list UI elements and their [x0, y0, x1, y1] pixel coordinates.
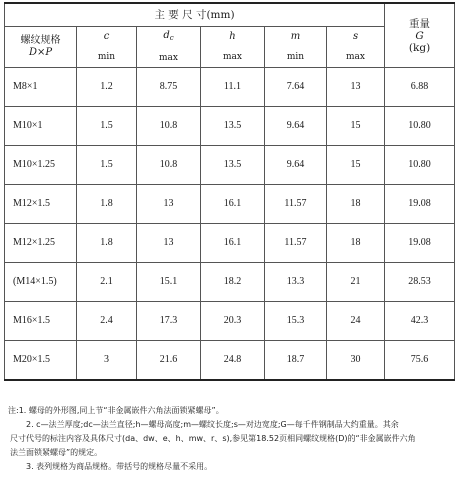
h-cell: 18.2	[201, 263, 265, 302]
m-cell: 18.7	[265, 341, 327, 381]
column-symbol: h	[229, 31, 236, 42]
note-line: 法兰面锁紧螺母”的规定。	[10, 448, 103, 457]
h-cell: 13.5	[201, 107, 265, 146]
column-symbol: m	[290, 31, 301, 42]
weight-cell: 42.3	[385, 302, 455, 341]
column-limit: min	[286, 52, 305, 62]
column-limit: min	[97, 52, 116, 62]
c-cell: 1.2	[77, 68, 137, 107]
spec-cell: M10×1.25	[5, 146, 77, 185]
weight-unit: (kg)	[408, 41, 431, 54]
h-cell: 13.5	[201, 146, 265, 185]
column-header-s	[327, 27, 385, 68]
spec-cell: M12×1.5	[5, 185, 77, 224]
table-row	[5, 263, 455, 302]
dc-cell: 17.3	[137, 302, 201, 341]
spec-symbol: D×P	[28, 47, 53, 58]
column-symbol: c	[103, 31, 110, 42]
weight-cell: 10.80	[385, 107, 455, 146]
column-symbol: s	[352, 31, 359, 42]
column-subscript: c	[169, 34, 174, 42]
spec-cell: M10×1	[5, 107, 77, 146]
column-limit: max	[346, 52, 365, 62]
table-row	[5, 68, 455, 107]
dimensions-table	[4, 2, 455, 381]
m-cell: 9.64	[265, 107, 327, 146]
note-line: 2. c—法兰厚度;dc—法兰直径;h—螺母高度;m—螺纹长度;s—对边宽度;G—每千件钢制品大约重量。其余	[26, 420, 399, 429]
h-cell: 20.3	[201, 302, 265, 341]
c-cell: 2.4	[77, 302, 137, 341]
h-cell: 16.1	[201, 224, 265, 263]
note-line: 尺寸代号的标注内容及具体尺寸(da、dw、e、h、mw、r、s),参见第18.52页相同螺纹规格(D)的“非金属嵌件六角	[10, 434, 416, 443]
dc-cell: 15.1	[137, 263, 201, 302]
c-cell: 1.8	[77, 185, 137, 224]
s-cell: 30	[327, 341, 385, 381]
s-cell: 13	[327, 68, 385, 107]
table-row	[5, 224, 455, 263]
dc-cell: 13	[137, 224, 201, 263]
weight-label: 重量	[409, 17, 431, 30]
note-line: 3. 表列规格为商品规格。带括号的规格尽量不采用。	[26, 462, 213, 471]
column-limit: max	[223, 52, 242, 62]
column-symbol: d	[163, 30, 170, 41]
weight-cell: 6.88	[385, 68, 455, 107]
m-cell: 9.64	[265, 146, 327, 185]
weight-symbol: G	[415, 29, 424, 42]
table-row	[5, 146, 455, 185]
table-notes	[8, 404, 458, 474]
m-cell: 13.3	[265, 263, 327, 302]
spec-cell: M16×1.5	[5, 302, 77, 341]
header-row-group	[5, 3, 455, 27]
table-row	[5, 302, 455, 341]
dc-cell: 13	[137, 185, 201, 224]
weight-cell: 10.80	[385, 146, 455, 185]
dc-cell: 21.6	[137, 341, 201, 381]
weight-cell: 75.6	[385, 341, 455, 381]
weight-cell: 28.53	[385, 263, 455, 302]
m-cell: 7.64	[265, 68, 327, 107]
s-cell: 24	[327, 302, 385, 341]
c-cell: 1.8	[77, 224, 137, 263]
weight-cell: 19.08	[385, 185, 455, 224]
note-line: 注:1. 螺母的外形图,同上节“非金属嵌件六角法面锁紧螺母”。	[8, 406, 224, 415]
c-cell: 3	[77, 341, 137, 381]
spec-cell: M20×1.5	[5, 341, 77, 381]
h-cell: 16.1	[201, 185, 265, 224]
h-cell: 24.8	[201, 341, 265, 381]
s-cell: 15	[327, 107, 385, 146]
s-cell: 18	[327, 185, 385, 224]
c-cell: 1.5	[77, 107, 137, 146]
spec-label: 螺纹规格	[20, 35, 61, 46]
column-header-h	[201, 27, 265, 68]
m-cell: 11.57	[265, 185, 327, 224]
dc-cell: 10.8	[137, 146, 201, 185]
spec-cell: (M14×1.5)	[5, 263, 77, 302]
s-cell: 18	[327, 224, 385, 263]
s-cell: 15	[327, 146, 385, 185]
dc-cell: 8.75	[137, 68, 201, 107]
c-cell: 2.1	[77, 263, 137, 302]
column-header-c	[77, 27, 137, 68]
column-limit: max	[159, 53, 178, 63]
h-cell: 11.1	[201, 68, 265, 107]
dc-cell: 10.8	[137, 107, 201, 146]
weight-cell: 19.08	[385, 224, 455, 263]
column-header-dc	[137, 27, 201, 68]
spec-header	[5, 27, 77, 68]
table-row	[5, 107, 455, 146]
c-cell: 1.5	[77, 146, 137, 185]
s-cell: 21	[327, 263, 385, 302]
table-row	[5, 341, 455, 381]
main-dimensions-header: 主 要 尺 寸(mm)	[5, 3, 385, 27]
m-cell: 15.3	[265, 302, 327, 341]
spec-cell: M12×1.25	[5, 224, 77, 263]
spec-cell: M8×1	[5, 68, 77, 107]
weight-header	[385, 3, 455, 68]
table-row	[5, 185, 455, 224]
column-header-m	[265, 27, 327, 68]
m-cell: 11.57	[265, 224, 327, 263]
